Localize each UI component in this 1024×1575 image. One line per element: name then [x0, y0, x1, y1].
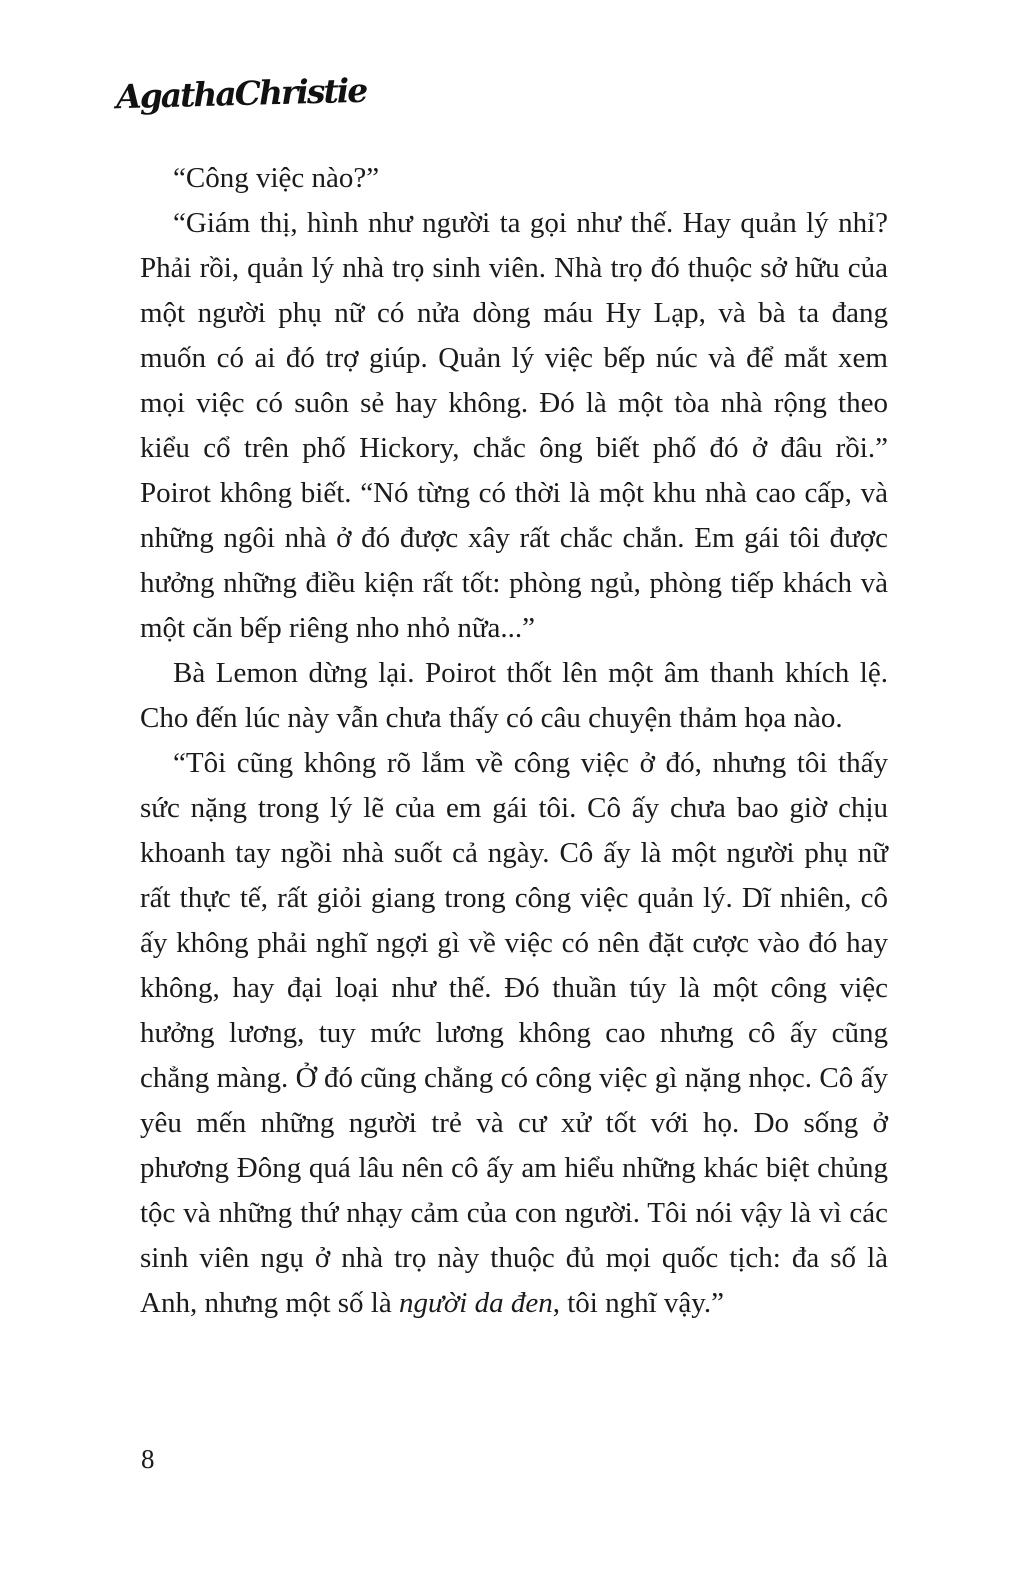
text-run: “Tôi cũng không rõ lắm về công việc ở đó, nhưng tôi thấy sức nặng trong lý lẽ của em gái tôi. Cô ấy chưa bao giờ chịu khoanh tay ngồi nhà suốt cả ngày. Cô ấy là một người phụ nữ rất thực tế, rất giỏi giang trong công việc quản lý. Dĩ nhiên, cô ấy không phải nghĩ ngợi gì về việc có nên đặt cược vào đó hay không, hay đại loại như thế. Đó thuần túy là một công việc hưởng lương, tuy mức lương không cao nhưng cô ấy cũng chẳng màng. Ở đó cũng chẳng có công việc gì nặng nhọc. Cô ấy yêu mến những người trẻ và cư xử tốt với họ. Do sống ở phương Đông quá lâu nên cô ấy am hiểu những khác biệt chủng tộc và những thứ nhạy cảm của con người. Tôi nói vậy là vì các sinh viên ngụ ở nhà trọ này thuộc đủ mọi quốc tịch: đa số là Anh, nhưng một số là: [140, 747, 888, 1319]
paragraph: [140, 156, 888, 201]
text-run: Bà Lemon dừng lại. Poirot thốt lên một âm thanh khích lệ. Cho đến lúc này vẫn chưa thấy có câu chuyện thảm họa nào.: [140, 657, 888, 734]
paragraph: [140, 201, 888, 651]
paragraph: [140, 651, 888, 741]
text-run: “Giám thị, hình như người ta gọi như thế. Hay quản lý nhỉ? Phải rồi, quản lý nhà trọ sinh viên. Nhà trọ đó thuộc sở hữu của một người phụ nữ có nửa dòng máu Hy Lạp, và bà ta đang muốn có ai đó trợ giúp. Quản lý việc bếp núc và để mắt xem mọi việc có suôn sẻ hay không. Đó là một tòa nhà rộng theo kiểu cổ trên phố Hickory, chắc ông biết phố đó ở đâu rồi.” Poirot không biết. “Nó từng có thời là một khu nhà cao cấp, và những ngôi nhà ở đó được xây rất chắc chắn. Em gái tôi được hưởng những điều kiện rất tốt: phòng ngủ, phòng tiếp khách và một căn bếp riêng nho nhỏ nữa...”: [140, 207, 888, 644]
page-number: 8: [141, 1444, 155, 1474]
italic-text-run: người da đen: [399, 1287, 553, 1319]
text-run: “Công việc nào?”: [173, 162, 380, 194]
text-block: [140, 156, 888, 1326]
author-signature-logo: AgathaChristie: [115, 70, 367, 117]
paragraph: [140, 741, 888, 1326]
text-run: , tôi nghĩ vậy.”: [552, 1287, 725, 1319]
